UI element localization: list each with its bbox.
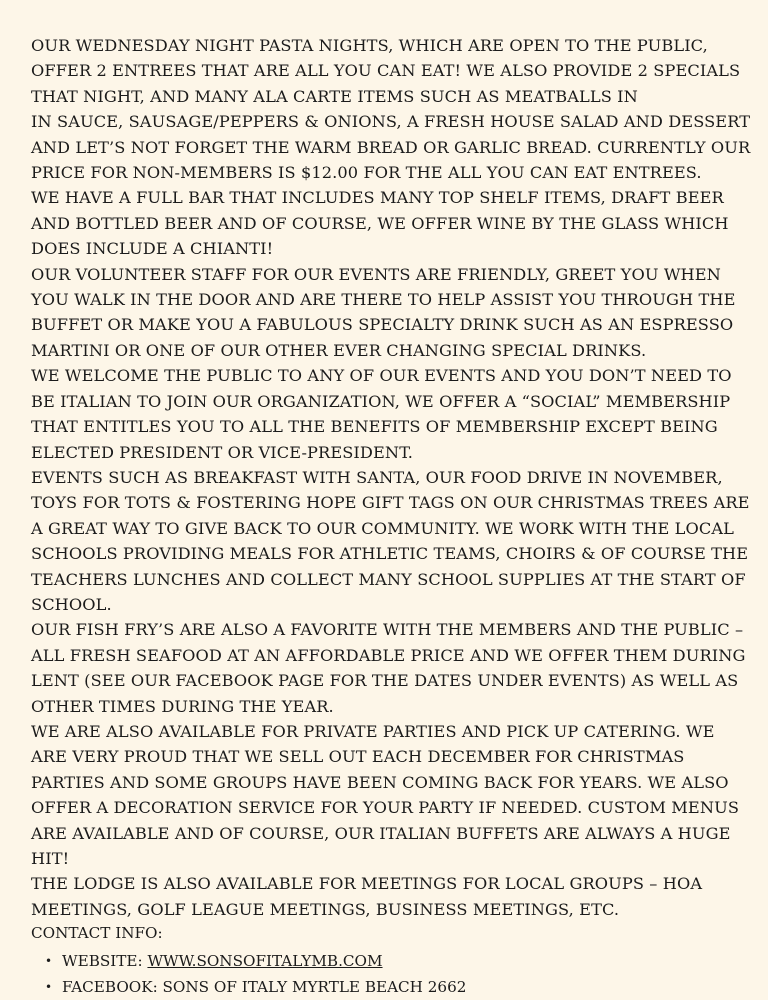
contact-item-website (45, 948, 754, 974)
paragraph-pasta-details: IN SAUCE, SAUSAGE/PEPPERS & ONIONS, A FRESH HOUSE SALAD AND DESSERT AND LET’S NOT FORGET THE WARM BREAD OR GARLIC BREAD. CURRENTLY OUR PRICE FOR NON-MEMBERS IS $12.00 FOR THE ALL YOU CAN EAT ENTREES. (31, 112, 751, 183)
paragraph-private-parties: WE ARE ALSO AVAILABLE FOR PRIVATE PARTIES AND PICK UP CATERING. WE ARE VERY PROUD THAT WE SELL OUT EACH DECEMBER FOR CHRISTMAS PARTIES AND SOME GROUPS HAVE BEEN COMING BACK FOR YEARS. WE ALSO OFFER A DECORATION SERVICE FOR YOUR PARTY IF NEEDED. CUSTOM MENUS ARE AVAILABLE AND OF COURSE, OUR ITALIAN BUFFETS ARE ALWAYS A HUGE HIT! (31, 721, 740, 868)
facebook-value: SONS OF ITALY MYRTLE BEACH 2662 (162, 978, 467, 997)
facebook-label: FACEBOOK: (62, 978, 158, 997)
website-link[interactable]: WWW.SONSOFITALYMB.COM (147, 952, 383, 971)
contact-heading: CONTACT INFO: (31, 924, 163, 943)
paragraph-volunteer-staff: OUR VOLUNTEER STAFF FOR OUR EVENTS ARE FRIENDLY, GREET YOU WHEN YOU WALK IN THE DOOR AND ARE THERE TO HELP ASSIST YOU THROUGH THE BUFFET OR MAKE YOU A FABULOUS SPECIALTY DRINK SUCH AS AN ESPRESSO MARTINI OR ONE OF OUR OTHER EVER CHANGING SPECIAL DRINKS. (31, 264, 736, 360)
contact-item-facebook (45, 974, 754, 1000)
paragraph-pasta-nights: OUR WEDNESDAY NIGHT PASTA NIGHTS, WHICH ARE OPEN TO THE PUBLIC, OFFER 2 ENTREES THAT ARE ALL YOU CAN EAT! WE ALSO PROVIDE 2 SPECIALS THAT NIGHT, AND MANY ALA CARTE ITEMS SUCH AS MEATBALLS IN (31, 36, 741, 106)
paragraph-full-bar: WE HAVE A FULL BAR THAT INCLUDES MANY TOP SHELF ITEMS, DRAFT BEER AND BOTTLED BEER AND OF COURSE, WE OFFER WINE BY THE GLASS WHICH DOES INCLUDE A CHIANTI! (31, 188, 729, 259)
bullet-icon: • (45, 980, 53, 995)
paragraph-community-events: EVENTS SUCH AS BREAKFAST WITH SANTA, OUR FOOD DRIVE IN NOVEMBER, TOYS FOR TOTS & FOSTERING HOPE GIFT TAGS ON OUR CHRISTMAS TREES ARE A GREAT WAY TO GIVE BACK TO OUR COMMUNITY. WE WORK WITH THE LOCAL SCHOOLS PROVIDING MEALS FOR ATHLETIC TEAMS, CHOIRS & OF COURSE THE TEACHERS LUNCHES AND COLLECT MANY SCHOOL SUPPLIES AT THE START OF SCHOOL. (31, 467, 750, 614)
bullet-icon: • (45, 954, 53, 969)
contact-list (31, 948, 754, 1000)
paragraph-membership: WE WELCOME THE PUBLIC TO ANY OF OUR EVENTS AND YOU DON’T NEED TO BE ITALIAN TO JOIN OUR ORGANIZATION, WE OFFER A “SOCIAL” MEMBERSHIP THAT ENTITLES YOU TO ALL THE BENEFITS OF MEMBERSHIP EXCEPT BEING ELECTED PRESIDENT OR VICE-PRESIDENT. (31, 366, 732, 462)
paragraph-fish-fry: OUR FISH FRY’S ARE ALSO A FAVORITE WITH THE MEMBERS AND THE PUBLIC – ALL FRESH SEAFOOD AT AN AFFORDABLE PRICE AND WE OFFER THEM DURING LENT (SEE OUR FACEBOOK PAGE FOR THE DATES UNDER EVENTS) AS WELL AS OTHER TIMES DURING THE YEAR. (31, 620, 746, 716)
website-label: WEBSITE: (62, 952, 143, 971)
paragraph-lodge-meetings: THE LODGE IS ALSO AVAILABLE FOR MEETINGS FOR LOCAL GROUPS – HOA MEETINGS, GOLF LEAGUE MEETINGS, BUSINESS MEETINGS, ETC. (31, 874, 703, 919)
